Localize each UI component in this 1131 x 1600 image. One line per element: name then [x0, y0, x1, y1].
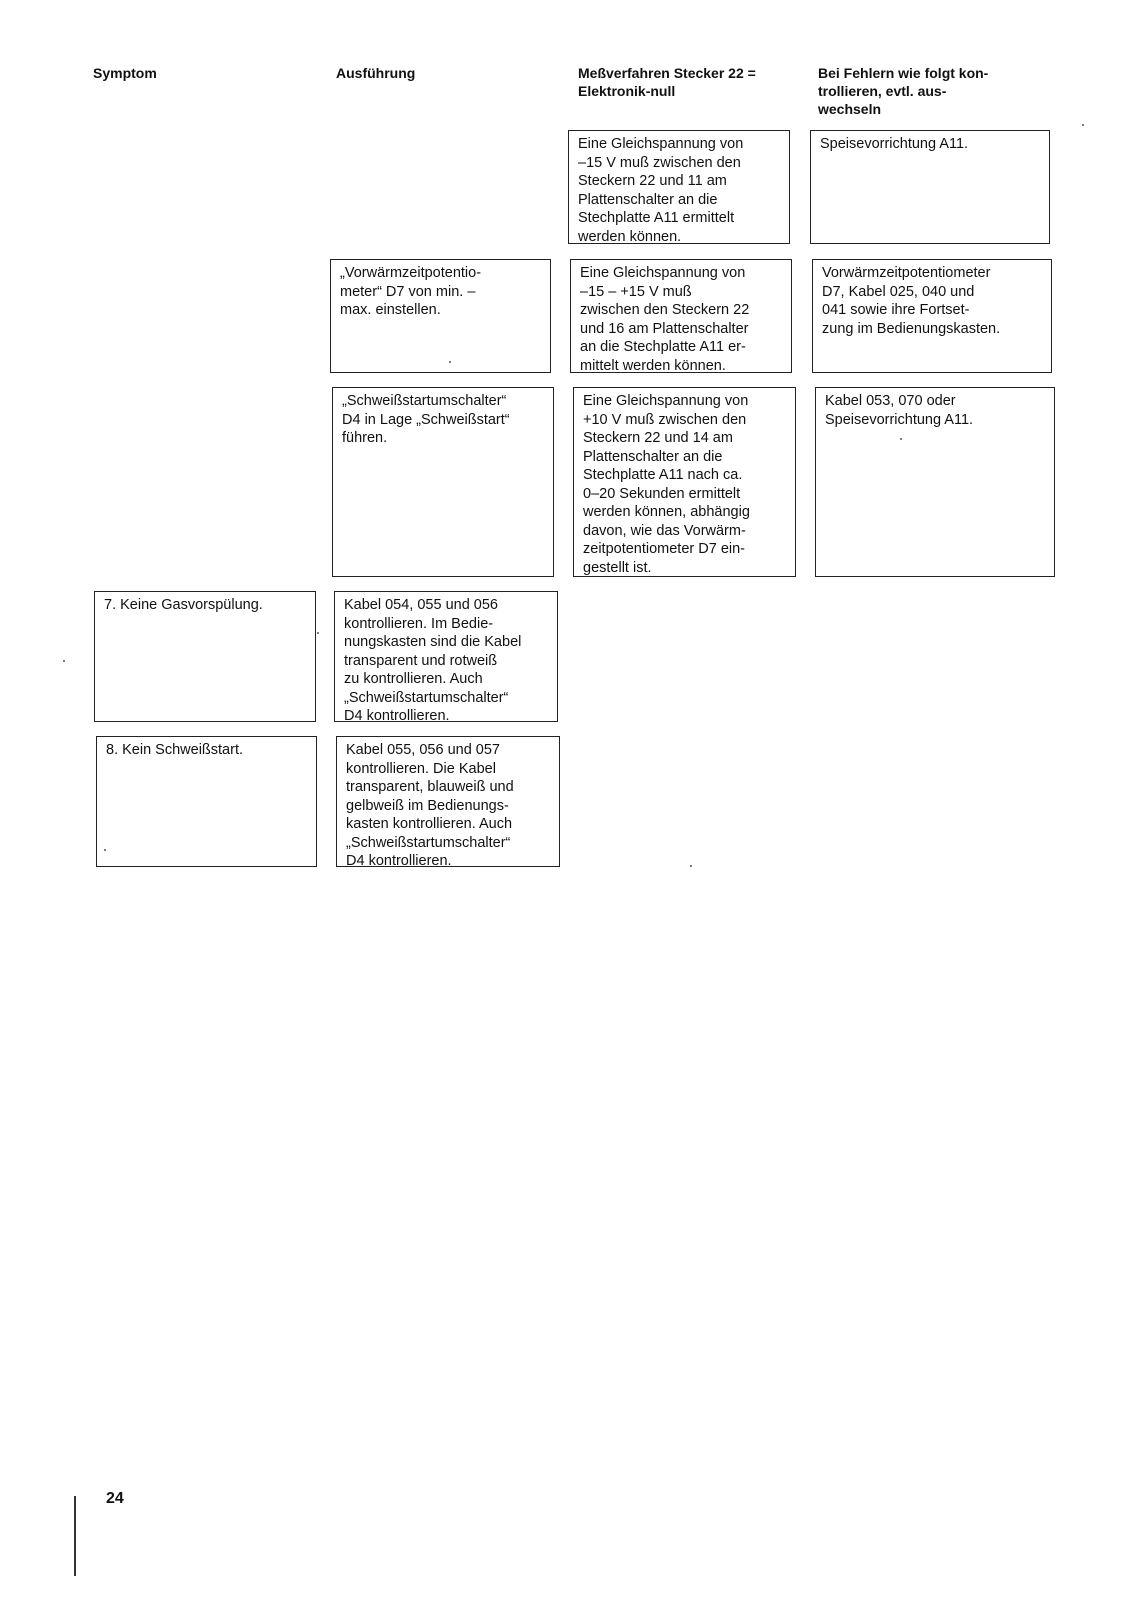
margin-rule [74, 1496, 76, 1576]
row4-ausfuehrung-cell: Kabel 054, 055 und 056 kontrollieren. Im Bedie- nungskasten sind die Kabel transparent und rotweiß zu kontrollieren. Auch „Schweißstartumschalter“ D4 kontrollieren. [334, 591, 558, 722]
scan-speck [104, 849, 106, 851]
scan-speck [449, 361, 451, 363]
row2-fehler-cell: Vorwärmzeitpotentiometer D7, Kabel 025, 040 und 041 sowie ihre Fortset- zung im Bedienungskasten. [812, 259, 1052, 373]
header-fehler: Bei Fehlern wie folgt kon- trollieren, evtl. aus- wechseln [818, 65, 989, 117]
row3-ausfuehrung-cell: „Schweißstartumschalter“ D4 in Lage „Schweißstart“ führen. [332, 387, 554, 577]
row5-symptom-cell: 8. Kein Schweißstart. [96, 736, 317, 867]
scan-speck [900, 438, 902, 440]
row1-fehler-cell: Speisevorrichtung A11. [810, 130, 1050, 244]
scan-speck [317, 632, 319, 634]
row2-messverfahren-cell: Eine Gleichspannung von –15 – +15 V muß zwischen den Steckern 22 und 16 am Plattenschalter an die Stechplatte A11 er- mittelt werden können. [570, 259, 792, 373]
scan-speck [690, 865, 692, 867]
header-messverfahren: Meßverfahren Stecker 22 = Elektronik-null [578, 65, 756, 99]
row1-messverfahren-cell: Eine Gleichspannung von –15 V muß zwischen den Steckern 22 und 11 am Plattenschalter an die Stechplatte A11 ermittelt werden können. [568, 130, 790, 244]
row3-messverfahren-cell: Eine Gleichspannung von +10 V muß zwischen den Steckern 22 und 14 am Plattenschalter an die Stechplatte A11 nach ca. 0–20 Sekunden ermittelt werden können, abhängig davon, wie das Vorwärm- zeitpotentiometer D7 ein- gestellt ist. [573, 387, 796, 577]
row4-symptom-cell: 7. Keine Gasvorspülung. [94, 591, 316, 722]
scan-speck [63, 660, 65, 662]
row5-ausfuehrung-cell: Kabel 055, 056 und 057 kontrollieren. Die Kabel transparent, blauweiß und gelbweiß im Bedienungs- kasten kontrollieren. Auch „Schweißstartumschalter“ D4 kontrollieren. [336, 736, 560, 867]
scan-speck [1082, 124, 1084, 126]
page-number: 24 [106, 1490, 124, 1507]
header-ausfuehrung: Ausführung [336, 65, 416, 81]
header-symptom: Symptom [93, 65, 157, 81]
row3-fehler-cell: Kabel 053, 070 oder Speisevorrichtung A11. [815, 387, 1055, 577]
row2-ausfuehrung-cell: „Vorwärmzeitpotentio- meter“ D7 von min. – max. einstellen. [330, 259, 551, 373]
